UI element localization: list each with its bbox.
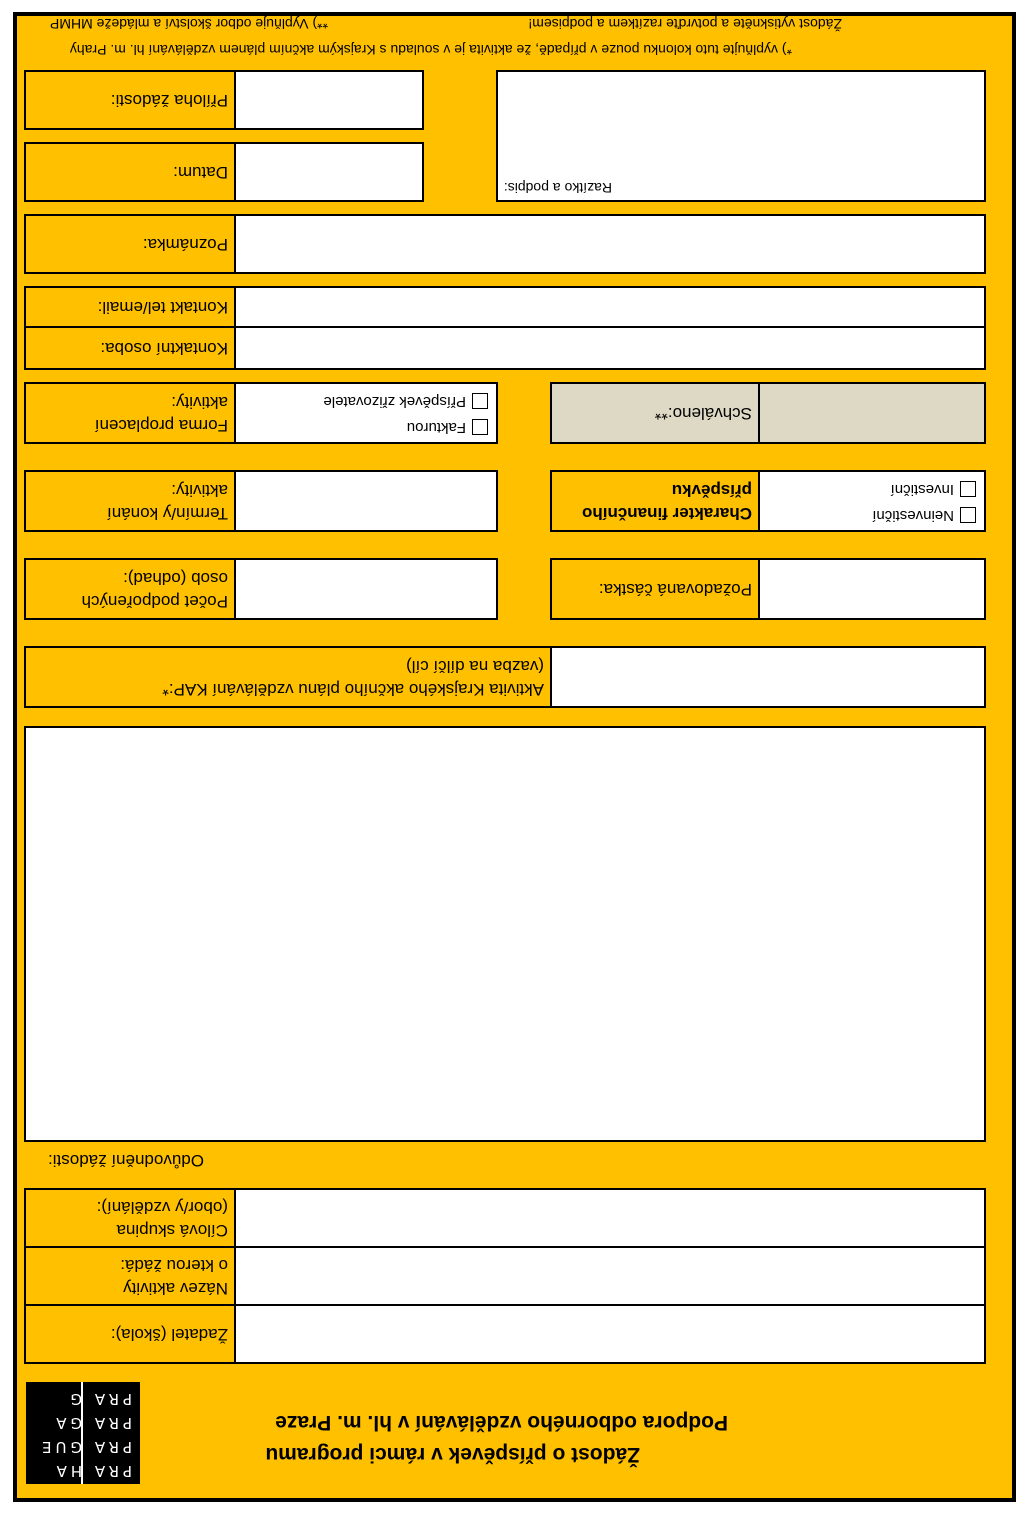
logo-row-2: PRA GUE: [38, 1438, 132, 1456]
contribution-option[interactable]: Příspěvek zřizovatele: [323, 393, 488, 410]
noninvest-checkbox[interactable]: [960, 508, 976, 524]
contact-person-label: Kontaktní osoba:: [24, 326, 236, 370]
logo-row-3: PRA GA: [52, 1414, 132, 1432]
contribution-checkbox[interactable]: [472, 394, 488, 410]
applicant-field[interactable]: [234, 1304, 986, 1364]
target-group-label: Cílová skupina (obor/y vzdělání):: [24, 1188, 236, 1248]
persons-count-label: Počet podpořených osob (odhad):: [24, 558, 236, 620]
target-group-field[interactable]: [234, 1188, 986, 1248]
form-subtitle: Podpora odborného vzdělávání v hl. m. Praze: [275, 1411, 728, 1434]
approved-field[interactable]: [758, 382, 986, 444]
form-title: Žádost o příspěvek v rámci programu: [265, 1443, 640, 1466]
persons-count-field[interactable]: [234, 558, 498, 620]
kap-activity-field[interactable]: [550, 646, 986, 708]
date-label: Datum:: [24, 142, 236, 202]
invest-checkbox[interactable]: [960, 482, 976, 498]
noninvest-option[interactable]: Neinvestiční: [872, 507, 976, 524]
justification-label: Odůvodnění žádosti:: [48, 1151, 204, 1170]
reimbursement-label: Forma proplacení aktivity:: [24, 382, 236, 444]
contact-phone-field[interactable]: [234, 286, 986, 328]
invoice-checkbox[interactable]: [472, 420, 488, 436]
financial-character-label: Charakter finančního příspěvku: [550, 470, 760, 532]
contact-phone-label: Kontakt tel/email:: [24, 286, 236, 328]
logo-row-1: PRA HA: [52, 1462, 132, 1480]
praha-logo: [26, 1382, 140, 1484]
requested-amount-field[interactable]: [758, 558, 986, 620]
reimbursement-options: [234, 382, 498, 444]
dates-field[interactable]: [234, 470, 498, 532]
attachment-label: Příloha žádosti:: [24, 70, 236, 130]
footnote-approval: **) Vyplňuje odbor školství a mládeže MHMP: [49, 16, 328, 32]
footnote-print: Žádost vytiskněte a potvrďte razítkem a podpisem!: [528, 16, 842, 32]
justification-field[interactable]: [24, 726, 986, 1142]
financial-character-options: [758, 470, 986, 532]
stamp-signature-field[interactable]: [496, 70, 986, 202]
remark-label: Poznámka:: [24, 214, 236, 274]
footnote-kap: *) vyplňujte tuto kolonku pouze v případě, že aktivita je v souladu s Krajským akčním plánem vzdělávání hl. m. Prahy: [69, 42, 792, 58]
activity-name-label: Název aktivity o kterou žádá:: [24, 1246, 236, 1306]
date-field[interactable]: [234, 142, 424, 202]
attachment-field[interactable]: [234, 70, 424, 130]
dates-label: Termín/y konání aktivity:: [24, 470, 236, 532]
invoice-option[interactable]: Fakturou: [407, 419, 488, 436]
remark-field[interactable]: [234, 214, 986, 274]
stamp-label: Razítko a podpis:: [503, 180, 612, 196]
activity-name-field[interactable]: [234, 1246, 986, 1306]
approved-label: Schváleno:**: [550, 382, 760, 444]
requested-amount-label: Požadovaná částka:: [550, 558, 760, 620]
kap-activity-label: Aktivita Krajského akčního plánu vzdělávání KAP:* (vazba na dílčí cíl): [24, 646, 552, 708]
contact-person-field[interactable]: [234, 326, 986, 370]
applicant-label: Žadatel (škola):: [24, 1304, 236, 1364]
invest-option[interactable]: Investiční: [891, 481, 976, 498]
logo-row-4: PRA G: [66, 1390, 132, 1408]
